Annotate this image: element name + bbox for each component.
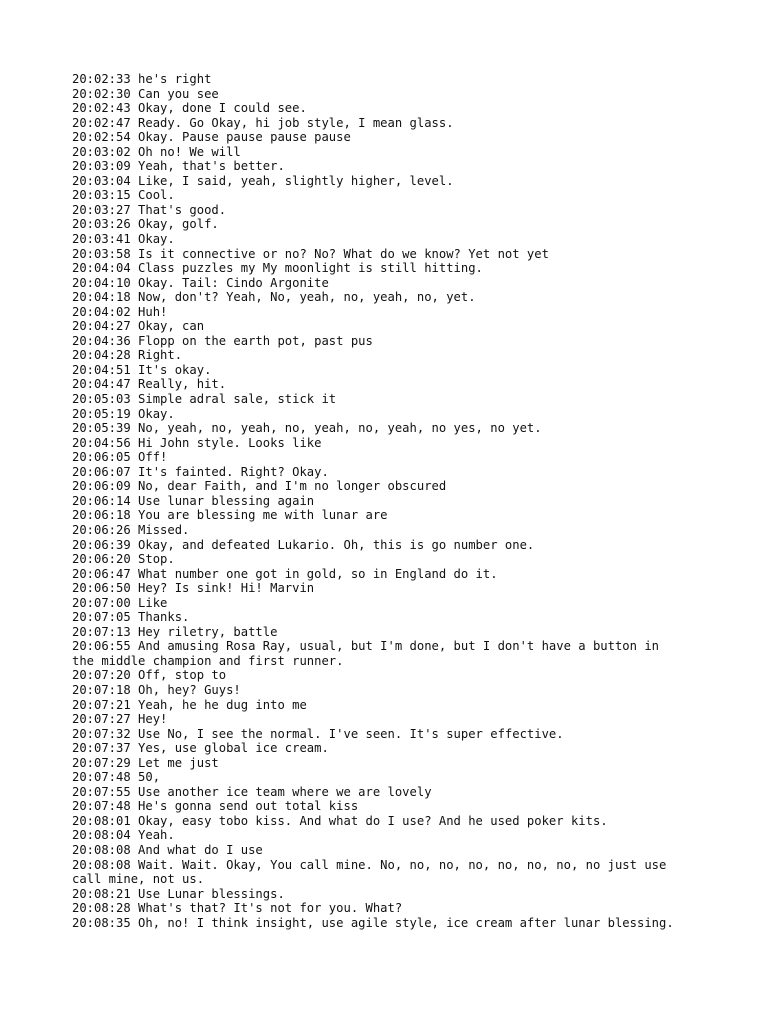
transcript-line: 20:08:21 Use Lunar blessings. [72,886,285,901]
transcript-line: 20:05:39 No, yeah, no, yeah, no, yeah, no, yeah, no yes, no yet. [72,421,542,436]
transcript-line: 20:02:43 Okay, done I could see. [72,101,307,116]
transcript-line: 20:07:21 Yeah, he he dug into me [72,697,307,712]
transcript-line: 20:06:18 You are blessing me with lunar are [72,508,388,523]
transcript-line: 20:03:27 That's good. [72,202,227,217]
transcript-line: 20:08:08 And what do I use [72,842,263,857]
transcript-line: 20:04:27 Okay, can [72,319,205,334]
transcript-line: 20:06:14 Use lunar blessing again [72,493,315,508]
transcript-line: 20:07:13 Hey riletry, battle [72,624,278,639]
transcript-line: 20:07:05 Thanks. [72,610,190,625]
transcript-line: 20:07:29 Let me just [72,755,219,770]
transcript-line: 20:04:51 It's okay. [72,362,212,377]
transcript-line: 20:06:39 Okay, and defeated Lukario. Oh, this is go number one. [72,537,535,552]
transcript-line: 20:02:54 Okay. Pause pause pause pause [72,130,351,145]
transcript-line: 20:08:01 Okay, easy tobo kiss. And what do I use? And he used poker kits. [72,813,608,828]
transcript-line: 20:08:35 Oh, no! I think insight, use agile style, ice cream after lunar blessing. [72,915,674,930]
transcript-line: 20:06:50 Hey? Is sink! Hi! Marvin [72,581,315,596]
transcript-line: 20:06:26 Missed. [72,522,190,537]
transcript-line: 20:04:47 Really, hit. [72,377,227,392]
transcript-line: 20:07:32 Use No, I see the normal. I've seen. It's super effective. [72,726,564,741]
transcript-line: 20:03:26 Okay, golf. [72,217,219,232]
transcript-line: 20:07:48 50, [72,770,161,785]
transcript-line: 20:05:03 Simple adral sale, stick it [72,392,337,407]
transcript-line: 20:03:58 Is it connective or no? No? What do we know? Yet not yet [72,246,549,261]
transcript-line: 20:03:04 Like, I said, yeah, slightly higher, level. [72,173,454,188]
transcript-line: 20:04:36 Flopp on the earth pot, past pus [72,333,373,348]
transcript-line: 20:02:33 he's right [72,72,212,86]
transcript-line: 20:02:30 Can you see [72,86,219,101]
transcript-line: 20:03:41 Okay. [72,232,175,247]
transcript-line: 20:04:56 Hi John style. Looks like [72,435,322,450]
transcript-line: 20:06:55 And amusing Rosa Ray, usual, but I'm done, but I don't have a button in the middle champion and first runner. [72,639,659,668]
transcript-line: 20:06:07 It's fainted. Right? Okay. [72,464,329,479]
transcript-line: 20:07:55 Use another ice team where we are lovely [72,784,432,799]
transcript-line: 20:06:09 No, dear Faith, and I'm no longer obscured [72,479,447,494]
transcript-page [72,72,712,930]
transcript-line: 20:06:05 Off! [72,450,168,465]
transcript-line: 20:04:04 Class puzzles my My moonlight is still hitting. [72,261,483,276]
transcript-line: 20:06:20 Stop. [72,552,175,567]
transcript-line: 20:03:02 Oh no! We will [72,144,241,159]
transcript-line: 20:04:28 Right. [72,348,183,363]
transcript-line: 20:08:28 What's that? It's not for you. What? [72,901,403,916]
transcript-line: 20:05:19 Okay. [72,406,175,421]
transcript-line: 20:07:27 Hey! [72,712,168,727]
transcript-line: 20:06:47 What number one got in gold, so in England do it. [72,566,498,581]
transcript-line: 20:04:18 Now, don't? Yeah, No, yeah, no, yeah, no, yet. [72,290,476,305]
transcript-line: 20:02:47 Ready. Go Okay, hi job style, I mean glass. [72,115,454,130]
transcript-line: 20:04:02 Huh! [72,304,168,319]
transcript-line: 20:03:09 Yeah, that's better. [72,159,285,174]
transcript-line: 20:04:10 Okay. Tail: Cindo Argonite [72,275,329,290]
transcript-line: 20:08:08 Wait. Wait. Okay, You call mine. No, no, no, no, no, no, no, no just use call mine, not us. [72,857,667,887]
transcript-line: 20:08:04 Yeah. [72,828,175,843]
transcript-line: 20:07:37 Yes, use global ice cream. [72,741,329,756]
transcript-line: 20:07:48 He's gonna send out total kiss [72,799,359,814]
transcript-line: 20:07:18 Oh, hey? Guys! [72,682,241,697]
transcript-line: 20:07:20 Off, stop to [72,668,227,683]
transcript-line: 20:07:00 Like [72,595,168,610]
transcript-line: 20:03:15 Cool. [72,188,175,203]
